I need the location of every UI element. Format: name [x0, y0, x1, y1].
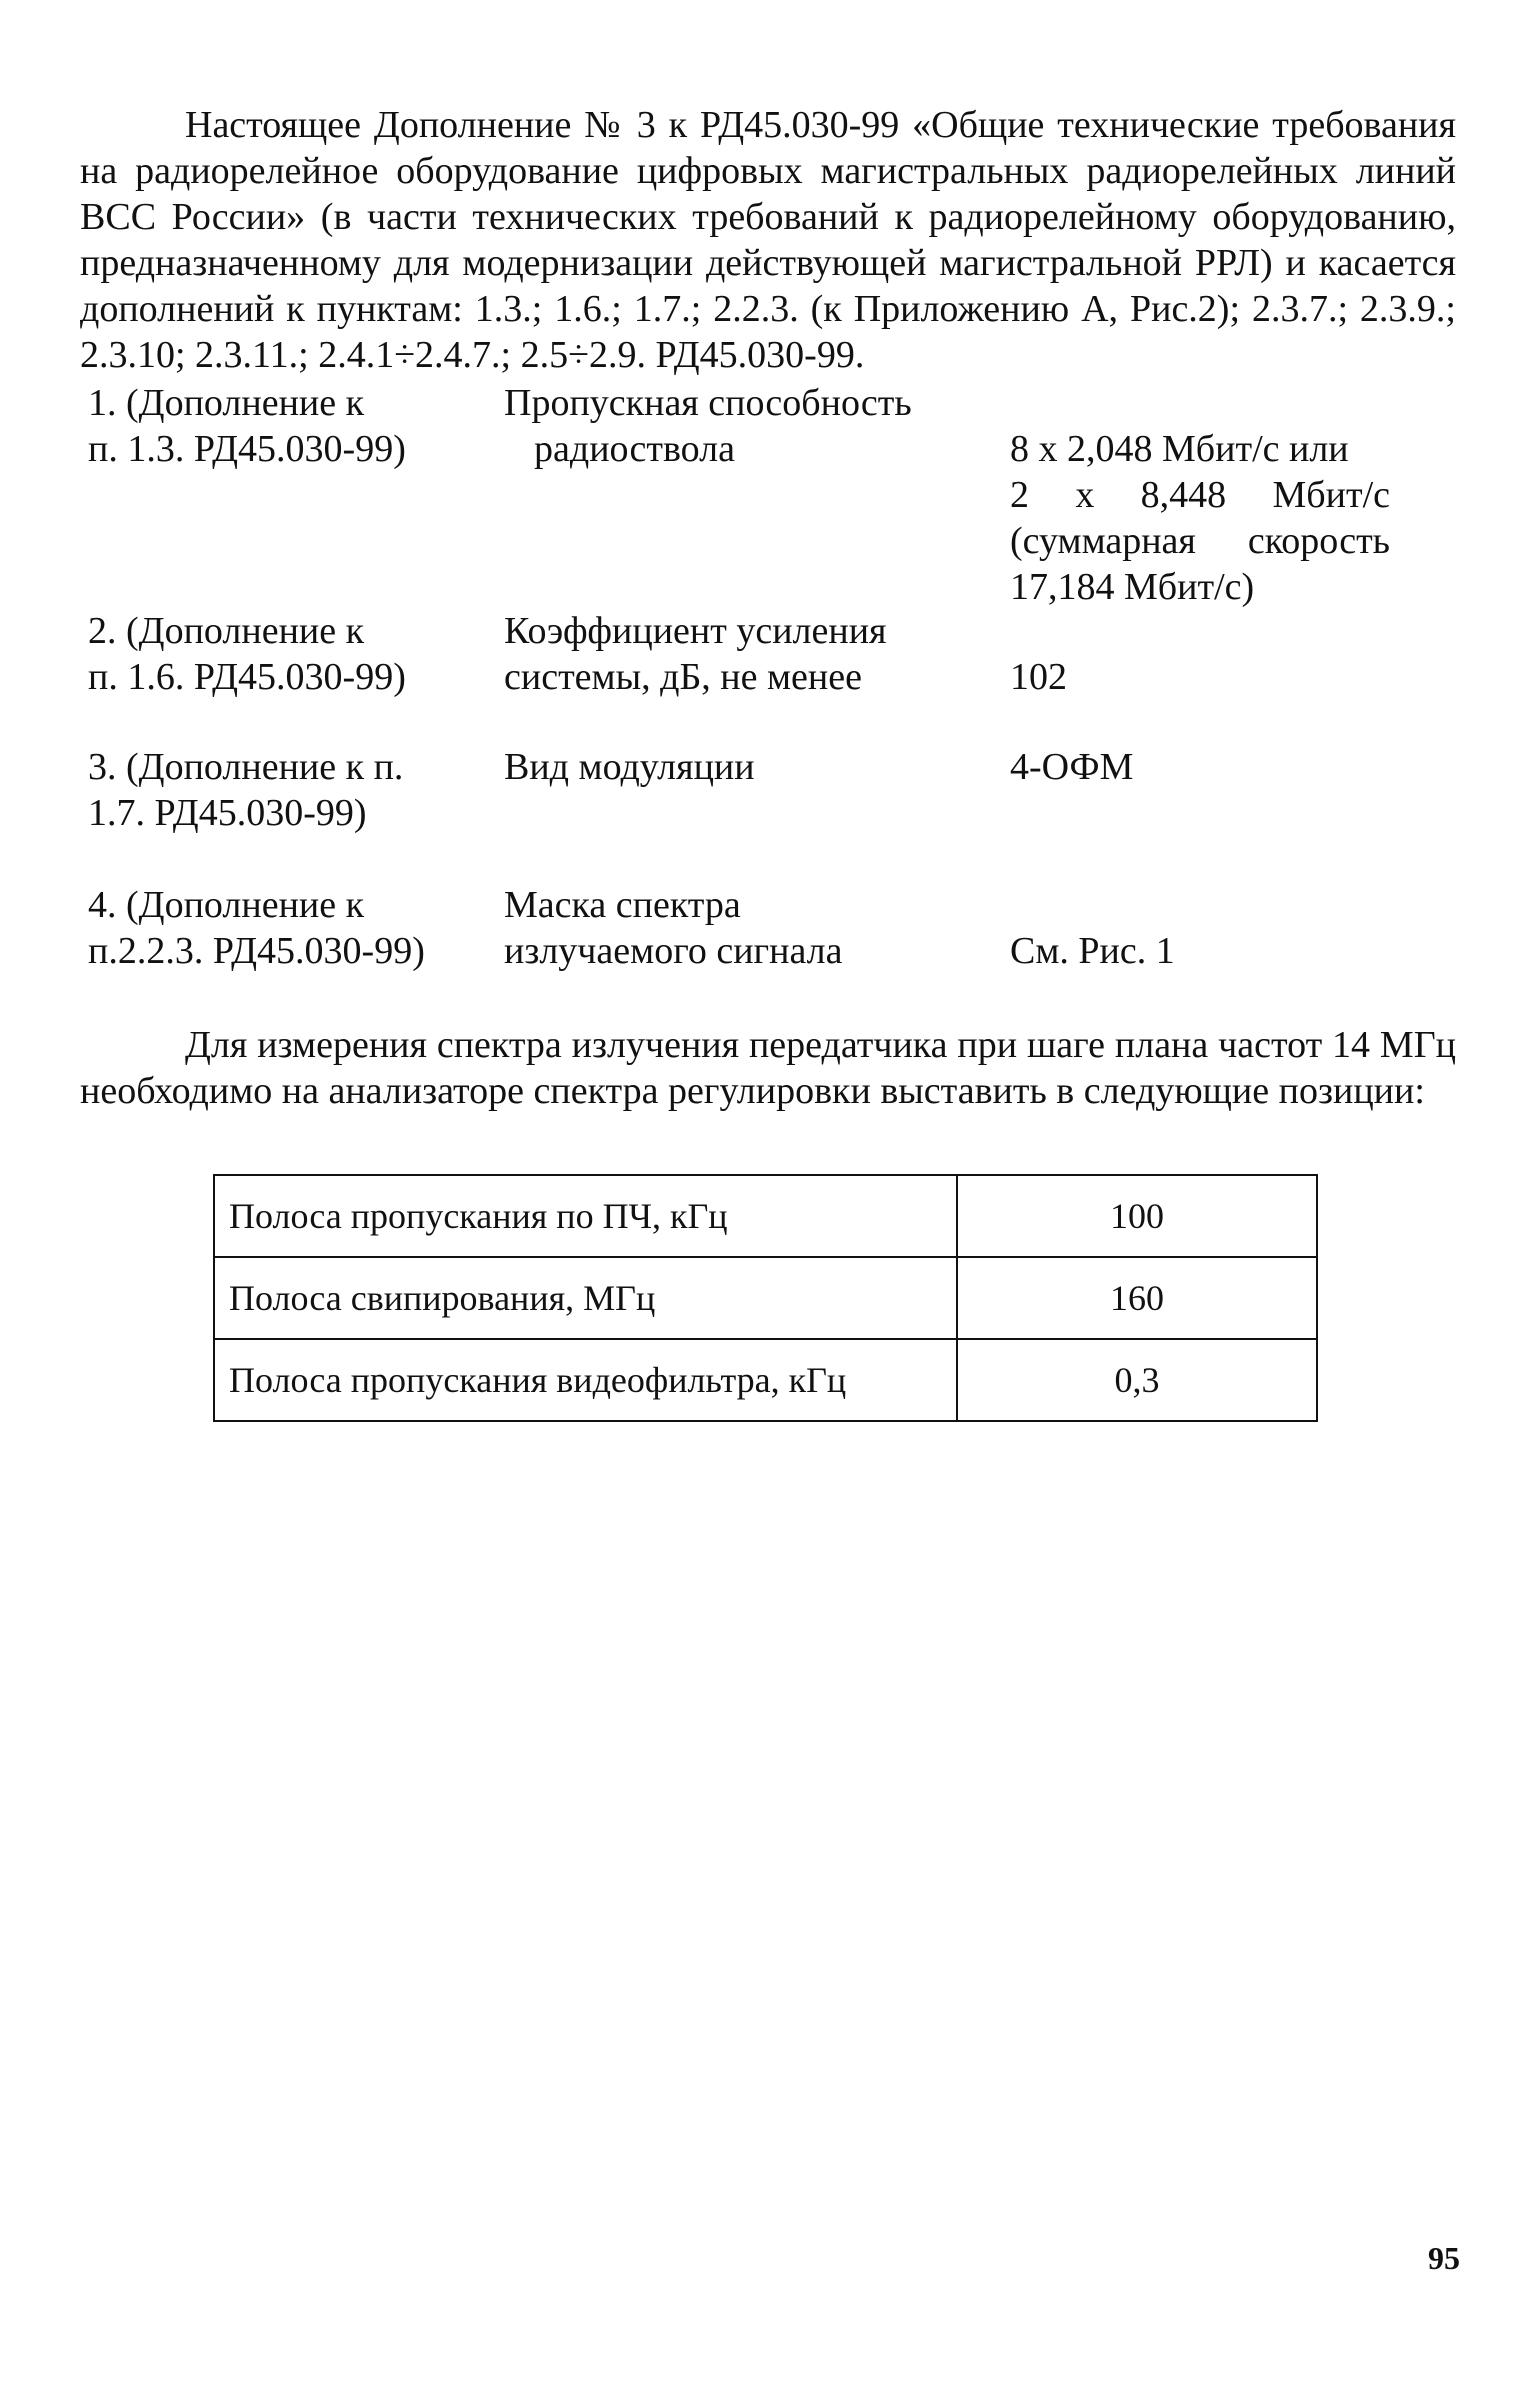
item-4-value — [1010, 928, 1390, 974]
item-2-reference — [88, 608, 488, 700]
item-4-reference-line: п.2.2.3. РД45.030-99) — [88, 930, 425, 972]
item-2-parameter-line: системы, дБ, не менее — [504, 656, 862, 698]
item-3-reference-line: 3. (Дополнение к п. — [88, 746, 404, 788]
item-1-parameter-line: Пропускная способность — [504, 382, 912, 424]
item-1-value-line: 17,184 Мбит/с) — [1010, 566, 1255, 608]
item-4-parameter-line: Маска спектра — [504, 884, 741, 926]
item-3-parameter — [504, 744, 984, 790]
setting-value: 160 — [957, 1257, 1317, 1339]
analyzer-settings-table — [213, 1174, 1318, 1422]
setting-label: Полоса пропускания по ПЧ, кГц — [214, 1175, 957, 1257]
item-1-reference — [88, 380, 488, 472]
item-1-value-line: (суммарная скорость — [1010, 520, 1390, 562]
item-3-value — [1010, 744, 1390, 790]
item-1-parameter — [504, 380, 984, 472]
intro-paragraph: Настоящее Дополнение № 3 к РД45.030-99 «Общие технические требования на радиорелейное оборудование цифровых магистральных радиорелейных линий ВСС России» (в части технических требований к радиорелейному оборудованию, предназначенному для модернизации действующей магистральной РРЛ) и касается дополнений к пунктам: 1.3.; 1.6.; 1.7.; 2.2.3. (к Приложению А, Рис.2); 2.3.7.; 2.3.9.; 2.3.10; 2.3.11.; 2.4.1÷2.4.7.; 2.5÷2.9. РД45.030-99. — [80, 104, 1456, 376]
item-3-reference — [88, 744, 488, 836]
setting-label: Полоса свипирования, МГц — [214, 1257, 957, 1339]
table-row — [214, 1339, 1317, 1421]
item-2-parameter — [504, 608, 984, 700]
item-1-reference-line: п. 1.3. РД45.030-99) — [88, 428, 406, 470]
item-4-reference-line: 4. (Дополнение к — [88, 884, 365, 926]
item-2-value — [1010, 654, 1390, 700]
item-2-parameter-line: Коэффициент усиления — [504, 610, 887, 652]
item-2-reference-line: 2. (Дополнение к — [88, 610, 365, 652]
item-3-parameter-line: Вид модуляции — [504, 746, 755, 788]
setting-label: Полоса пропускания видеофильтра, кГц — [214, 1339, 957, 1421]
item-1-value-line: 2 x 8,448 Мбит/с — [1010, 474, 1390, 516]
item-1-parameter-line: радиоствола — [534, 428, 735, 470]
item-2-value-line: 102 — [1010, 656, 1067, 698]
page-number: 95 — [1428, 2240, 1460, 2276]
measurement-paragraph: Для измерения спектра излучения передатчика при шаге плана частот 14 МГц необходимо на анализаторе спектра регулировки выставить в следующие позиции: — [80, 1024, 1456, 1112]
setting-value: 100 — [957, 1175, 1317, 1257]
table-row — [214, 1175, 1317, 1257]
item-4-parameter — [504, 882, 984, 974]
table-row — [214, 1257, 1317, 1339]
item-3-value-line: 4-ОФМ — [1010, 746, 1134, 788]
item-4-parameter-line: излучаемого сигнала — [504, 930, 843, 972]
item-4-value-line: См. Рис. 1 — [1010, 930, 1175, 972]
item-2-reference-line: п. 1.6. РД45.030-99) — [88, 656, 406, 698]
item-4-reference — [88, 882, 488, 974]
item-1-reference-line: 1. (Дополнение к — [88, 382, 365, 424]
item-1-value-line: 8 x 2,048 Мбит/с или — [1010, 428, 1349, 470]
item-3-reference-line: 1.7. РД45.030-99) — [88, 792, 367, 834]
item-1-value — [1010, 426, 1390, 610]
setting-value: 0,3 — [957, 1339, 1317, 1421]
